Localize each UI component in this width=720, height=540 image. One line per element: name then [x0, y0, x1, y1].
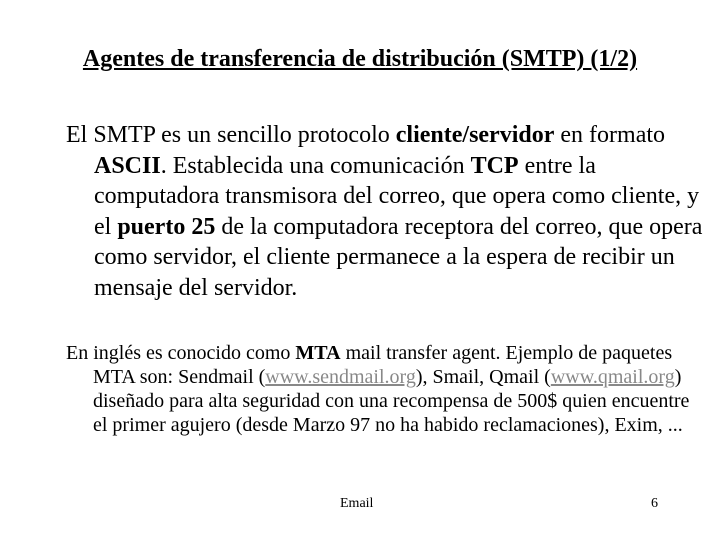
paragraph-smtp-description: [66, 120, 714, 303]
slide-title: Agentes de transferencia de distribución (SMTP) (1/2): [82, 46, 638, 72]
text-segment: mail transfer agent. Ejemplo de paquetes MTA son: Sendmail (: [93, 342, 673, 388]
bold-term-port-25: puerto 25: [117, 213, 216, 240]
text-segment: ) diseñado para alta seguridad con una recompensa de 500$ quien encuentre el primer agujero (desde Marzo 97 no ha habido reclamaciones), Exim, ...: [93, 366, 690, 436]
link-sendmail[interactable]: www.sendmail.org: [265, 366, 416, 388]
bold-term-mta: MTA: [295, 342, 341, 364]
footer-label: Email: [340, 496, 374, 511]
text-segment: El SMTP es un sencillo protocolo: [66, 122, 396, 148]
bold-term-tcp: TCP: [470, 152, 519, 179]
link-qmail[interactable]: www.qmail.org: [550, 366, 675, 388]
page-number: 6: [651, 496, 658, 511]
text-segment: En inglés es conocido como: [66, 342, 296, 364]
text-segment: de la computadora receptora del correo, que opera como servidor, el cliente permanece a la espera de recibir un mensaje del servidor.: [94, 213, 703, 301]
text-segment: . Establecida una comunicación: [160, 152, 471, 179]
text-segment: entre la computadora transmisora del correo, que opera como cliente, y el: [94, 152, 700, 240]
text-segment: ), Smail, Qmail (: [415, 366, 551, 388]
paragraph-mta-examples: [66, 341, 693, 437]
text-segment: en formato: [554, 122, 666, 148]
bold-term-ascii: ASCII: [94, 152, 161, 179]
bold-term-client-server: cliente/servidor: [395, 122, 555, 148]
